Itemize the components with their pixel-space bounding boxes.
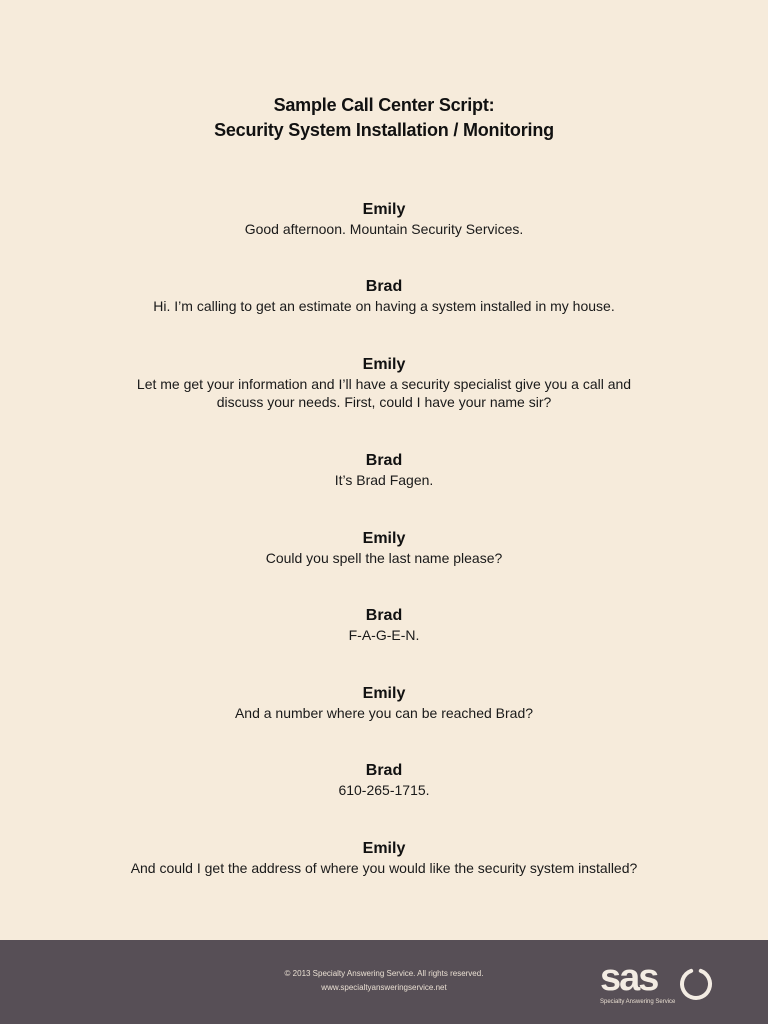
dialogue-turn [0,451,768,489]
page-title-line-2: Security System Installation / Monitoring [214,120,554,140]
dialogue-line: 610-265-1715. [338,782,430,798]
dialogue-line: Good afternoon. Mountain Security Services. [244,221,524,237]
dialogue-turn [0,606,768,644]
dialogue-turn [0,355,768,411]
website-link[interactable]: www.specialtyansweringservice.net [321,983,447,992]
logo-tagline: Specialty Answering Service [600,999,676,1005]
dialogue-turn [0,277,768,315]
dialogue-line: Hi. I’m calling to get an estimate on having a system installed in my house. [153,298,615,314]
speaker-name: Emily [362,356,406,373]
speaker-name: Emily [362,840,406,857]
speaker-name: Brad [365,762,403,779]
speaker-name: Emily [362,530,406,547]
copyright-text: © 2013 Specialty Answering Service. All rights reserved. [284,969,484,978]
speaker-name: Brad [365,278,403,295]
dialogue-line: And could I get the address of where you would like the security system installed? [130,860,638,876]
dialogue-line: F-A-G-E-N. [348,627,420,643]
dialogue-line: Could you spell the last name please? [265,550,503,566]
dialogue-line: Let me get your information and I’ll have a security specialist give you a call and discuss your needs. First, could I have your name sir? [136,376,632,410]
dialogue-line: It’s Brad Fagen. [334,472,434,488]
ring-logo-icon [678,966,714,1002]
logo-wordmark: sas [600,957,658,999]
dialogue-turn [0,761,768,799]
page-footer [0,940,768,1024]
sas-logo [598,957,718,1010]
dialogue-turn [0,839,768,877]
speaker-name: Emily [362,201,406,218]
dialogue-turn [0,200,768,238]
dialogue-turn [0,684,768,722]
dialogue-turn [0,529,768,567]
speaker-name: Emily [362,685,406,702]
speaker-name: Brad [365,607,403,624]
page-title-line-1: Sample Call Center Script: [273,95,495,115]
dialogue-line: And a number where you can be reached Brad? [234,705,534,721]
speaker-name: Brad [365,452,403,469]
